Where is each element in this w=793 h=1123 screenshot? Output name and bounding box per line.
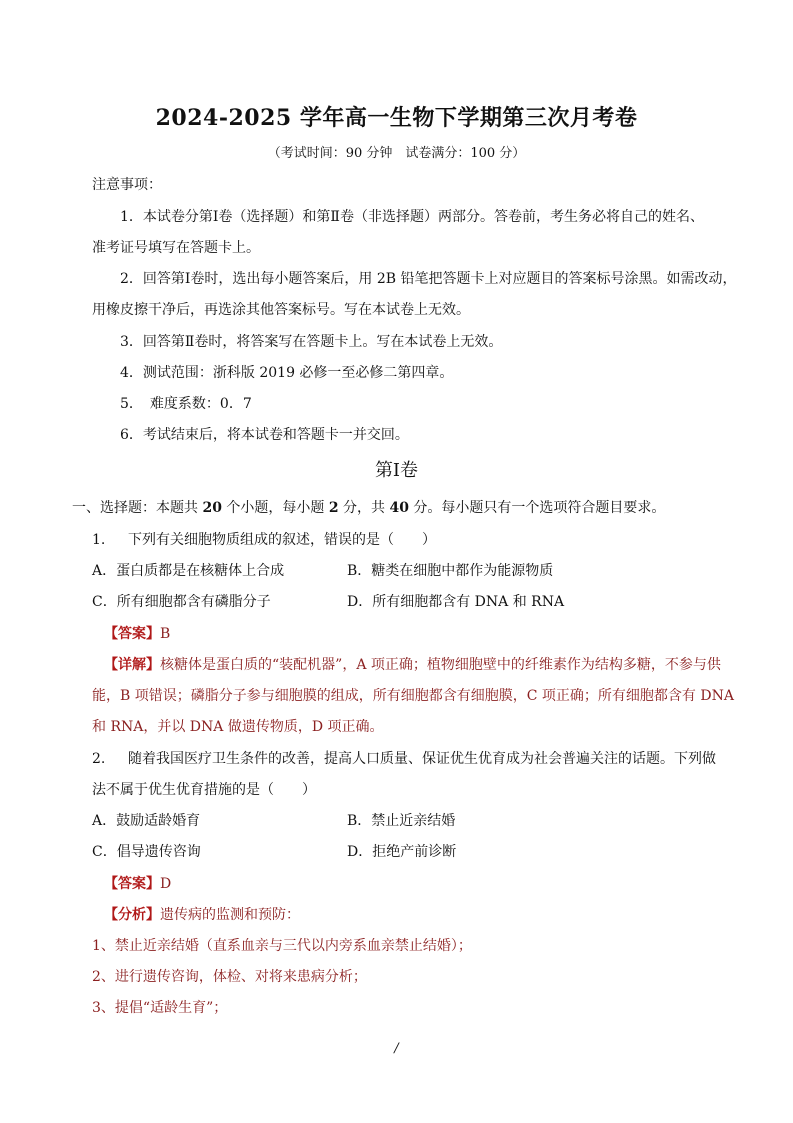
notes-heading: 注意事项： — [92, 177, 162, 193]
section-title: 第Ⅰ卷 — [374, 460, 419, 481]
question-stem: 随着我国医疗卫生条件的改善，提高人口质量、保证优生优育成为社会普遍关注的话题。下列做 — [128, 751, 716, 767]
option-a: A．鼓励适龄婚育 — [92, 813, 201, 829]
exam-info: （考试时间：90 分钟 试卷满分：100 分） — [267, 146, 526, 161]
note-line: 3．回答第Ⅱ卷时，将答案写在答题卡上。写在本试卷上无效。 — [120, 334, 503, 350]
option-b: B．禁止近亲结婚 — [347, 813, 456, 829]
page-title: 2024-2025 学年高一生物下学期第三次月考卷 — [155, 105, 638, 131]
question-number: 2. — [92, 751, 106, 767]
option-d: D．所有细胞都含有 DNA 和 RNA — [347, 594, 565, 610]
question-stem: 法不属于优生优育措施的是（ ） — [92, 782, 316, 798]
analysis-item: 3、提倡“适龄生育”； — [92, 1000, 228, 1016]
analysis-line: 【分析】遗传病的监测和预防： — [104, 907, 300, 923]
detail-line: 【详解】核糖体是蛋白质的“装配机器”，A 项正确；植物细胞壁中的纤维素作为结构多糖，不参与供 — [104, 657, 721, 673]
note-line: 准考证号填写在答题卡上。 — [92, 240, 260, 256]
note-line: 1．本试卷分第Ⅰ卷（选择题）和第Ⅱ卷（非选择题）两部分。答卷前，考生务必将自己的姓名、 — [120, 209, 704, 225]
page-footer: / — [394, 1041, 399, 1056]
option-b: B．糖类在细胞中都作为能源物质 — [347, 563, 554, 579]
option-c: C．倡导遗传咨询 — [92, 844, 201, 860]
answer-line: 【答案】D — [104, 876, 172, 892]
detail-line: 和 RNA，并以 DNA 做遗传物质，D 项正确。 — [92, 719, 384, 735]
analysis-item: 1、禁止近亲结婚（直系血亲与三代以内旁系血亲禁止结婚）； — [92, 938, 472, 954]
note-line: 6．考试结束后，将本试卷和答题卡一并交回。 — [120, 427, 409, 443]
note-line: 2．回答第Ⅰ卷时，选出每小题答案后，用 2B 铅笔把答题卡上对应题目的答案标号涂黑。如需改动， — [120, 271, 737, 287]
question-number: 1. — [92, 532, 106, 548]
analysis-item: 2、进行遗传咨询，体检、对将来患病分析； — [92, 969, 367, 985]
detail-line: 能，B 项错误；磷脂分子参与细胞膜的组成，所有细胞都含有细胞膜，C 项正确；所有细胞都含有 DNA — [92, 688, 734, 704]
section-instruction: 一、选择题：本题共 20 个小题，每小题 2 分，共 40 分。每小题只有一个选项符合题目要求。 — [72, 500, 666, 516]
note-line: 5． 难度系数：0．7 — [120, 396, 252, 412]
option-a: A．蛋白质都是在核糖体上合成 — [92, 563, 285, 579]
option-d: D．拒绝产前诊断 — [347, 844, 457, 860]
option-c: C．所有细胞都含有磷脂分子 — [92, 594, 271, 610]
answer-line: 【答案】B — [104, 626, 171, 642]
note-line: 用橡皮擦干净后，再选涂其他答案标号。写在本试卷上无效。 — [92, 302, 470, 318]
note-line: 4．测试范围：浙科版 2019 必修一至必修二第四章。 — [120, 365, 454, 381]
question-stem: 下列有关细胞物质组成的叙述，错误的是（ ） — [128, 532, 436, 548]
